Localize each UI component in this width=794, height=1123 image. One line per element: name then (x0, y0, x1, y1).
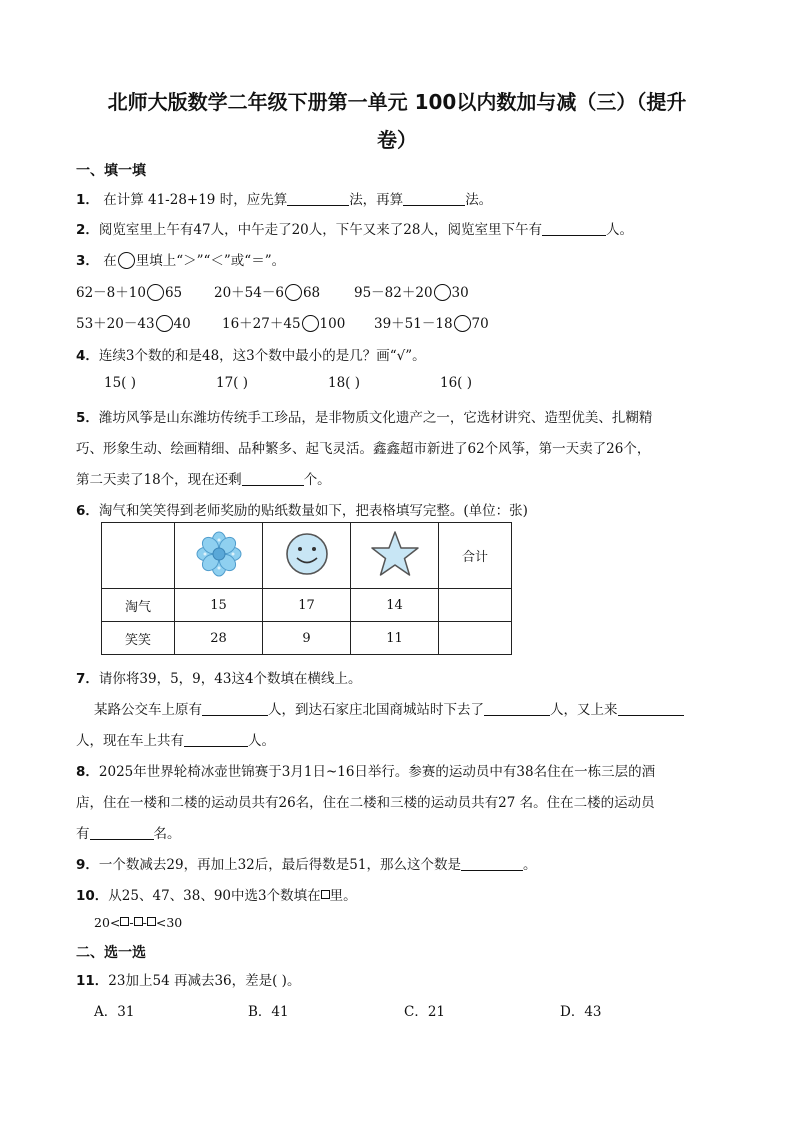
answer-option-c[interactable]: C．21 (404, 1004, 446, 1020)
question-text: 连续3个数的和是48，这3个数中最小的是几？画“√”。 (98, 348, 426, 364)
question-3 (76, 249, 285, 269)
answer-option[interactable]: 17( ) (216, 375, 249, 391)
table-header-cell (263, 523, 351, 589)
square-box-icon (321, 890, 330, 899)
compare-expression: 62－8＋10 65 (76, 285, 183, 301)
compare-expression: 53＋20－43 40 (76, 316, 191, 332)
question-text: 一个数减去29，再加上32后，最后得数是51，那么这个数是 (98, 857, 461, 873)
answer-blank[interactable] (484, 701, 550, 716)
question-text: 里。 (329, 888, 357, 904)
compare-circle-icon (118, 252, 135, 269)
answer-option-a[interactable]: A．31 (94, 1004, 135, 1020)
table-total-cell[interactable] (439, 589, 512, 622)
table-cell: 14 (351, 589, 439, 622)
question-text: 个。 (303, 472, 331, 488)
compare-expression: 95－82＋20 30 (354, 285, 469, 301)
question-1 (76, 188, 492, 208)
question-5 (76, 406, 652, 426)
answer-blank[interactable] (242, 471, 304, 486)
question-5-line2: 巧、形象生动、绘画精细、品种繁多、起飞灵活。鑫鑫超市新进了62个风筝，第一天卖了26个， (76, 441, 651, 457)
question-text: 在 (98, 253, 117, 269)
question-text: 第二天卖了18个，现在还剩 (76, 472, 242, 488)
page-title-line1: 北师大版数学二年级下册第一单元 100以内数加与减（三）（提升 (107, 90, 687, 114)
question-10 (76, 884, 357, 904)
answer-blank[interactable] (202, 701, 268, 716)
question-number: 4． (76, 348, 99, 364)
question-5-line3 (76, 468, 331, 488)
table-cell: 15 (175, 589, 263, 622)
flower-icon (196, 531, 242, 577)
compare-circle-icon[interactable] (434, 284, 451, 301)
compare-circle-icon[interactable] (302, 315, 319, 332)
question-number: 9． (76, 857, 99, 873)
question-2 (76, 218, 633, 238)
question-text: 人。 (605, 222, 633, 238)
compare-circle-icon[interactable] (285, 284, 302, 301)
question-text: 有 (76, 826, 90, 842)
question-text: 阅览室里上午有47人，中午走了20人，下午又来了28人，阅览室里下午有 (98, 222, 542, 238)
table-row-label: 淘气 (102, 589, 175, 622)
table-row-label: 笑笑 (102, 622, 175, 655)
compare-expression: 20＋54－6 68 (214, 285, 321, 301)
question-11 (76, 969, 300, 989)
question-4 (76, 344, 426, 364)
table-total-cell[interactable] (439, 622, 512, 655)
star-icon (370, 530, 420, 578)
question-number: 6． (76, 503, 99, 519)
question-text: 潍坊风筝是山东潍坊传统手工珍品，是非物质文化遗产之一，它选材讲究、造型优美、扎糊精 (98, 410, 653, 426)
square-box-icon[interactable] (147, 917, 156, 926)
question-text: 法。 (465, 192, 493, 208)
question-number: 8． (76, 764, 99, 780)
table-cell: 17 (263, 589, 351, 622)
question-number: 7． (76, 671, 99, 687)
question-text: 在计算 41-28+19 时，应先算 (98, 192, 288, 208)
table-cell: 11 (351, 622, 439, 655)
answer-blank[interactable] (618, 701, 684, 716)
answer-blank[interactable] (90, 825, 154, 840)
section-heading-fill: 一、填一填 (76, 163, 146, 179)
answer-blank[interactable] (461, 856, 523, 871)
answer-option-d[interactable]: D．43 (560, 1004, 602, 1020)
question-7-line2 (94, 698, 684, 718)
table-header-total: 合计 (439, 523, 512, 589)
question-text: 淘气和笑笑得到老师奖励的贴纸数量如下，把表格填写完整。(单位：张) (98, 503, 528, 519)
question-text: 某路公交车上原有 (94, 702, 202, 718)
compare-circle-icon[interactable] (454, 315, 471, 332)
answer-blank[interactable] (542, 221, 606, 236)
answer-option[interactable]: 16( ) (440, 375, 473, 391)
table-cell: 9 (263, 622, 351, 655)
question-8-line3 (76, 822, 181, 842)
question-text: 请你将39，5，9，43这4个数填在横线上。 (98, 671, 362, 687)
sticker-table (101, 522, 512, 655)
question-text: 人，又上来 (550, 702, 618, 718)
question-6 (76, 499, 528, 519)
answer-blank[interactable] (287, 191, 349, 206)
question-text: 法，再算 (349, 192, 404, 208)
section-heading-choose: 二、选一选 (76, 945, 146, 961)
question-9 (76, 853, 536, 873)
question-number: 3． (76, 253, 99, 269)
question-number: 10． (76, 888, 109, 904)
page-title-line2: 卷） (377, 128, 417, 152)
compare-expression: 16＋27＋45 100 (222, 316, 346, 332)
question-8 (76, 760, 655, 780)
question-text: 人，现在车上共有 (76, 733, 184, 749)
question-text: 名。 (153, 826, 181, 842)
question-text: 从25、47、38、90中选3个数填在 (108, 888, 321, 904)
compare-expression: 39＋51－18 70 (374, 316, 489, 332)
question-7 (76, 667, 362, 687)
square-box-icon[interactable] (134, 917, 143, 926)
question-8-line2: 店，住在一楼和二楼的运动员共有26名，住在二楼和三楼的运动员共有27 名。住在二楼的运动员 (76, 795, 655, 811)
compare-circle-icon[interactable] (147, 284, 164, 301)
table-header-cell (175, 523, 263, 589)
question-number: 11． (76, 973, 109, 989)
question-text: 。 (522, 857, 537, 873)
table-header-cell (351, 523, 439, 589)
compare-circle-icon[interactable] (156, 315, 173, 332)
question-text: 2025年世界轮椅冰壶世锦赛于3月1日~16日举行。参赛的运动员中有38名住在一栋三层的酒 (98, 764, 656, 780)
question-number: 1． (76, 192, 99, 208)
question-number: 5． (76, 410, 99, 426)
table-corner-cell (102, 523, 175, 589)
answer-option[interactable]: 15( ) (104, 375, 137, 391)
question-10-expression: 20< - - <30 (94, 915, 183, 930)
question-text: 人，到达石家庄北国商城站时下去了 (268, 702, 484, 718)
answer-blank[interactable] (184, 732, 248, 747)
question-text: 23加上54 再减去36，差是( )。 (108, 973, 301, 989)
table-cell: 28 (175, 622, 263, 655)
question-text: 里填上“＞”“＜”或“＝”。 (135, 253, 286, 269)
question-number: 2． (76, 222, 99, 238)
answer-blank[interactable] (403, 191, 465, 206)
answer-option[interactable]: 18( ) (328, 375, 361, 391)
question-7-line3 (76, 729, 275, 749)
smiley-icon (284, 531, 330, 577)
question-text: 人。 (248, 733, 275, 749)
answer-option-b[interactable]: B．41 (248, 1004, 289, 1020)
